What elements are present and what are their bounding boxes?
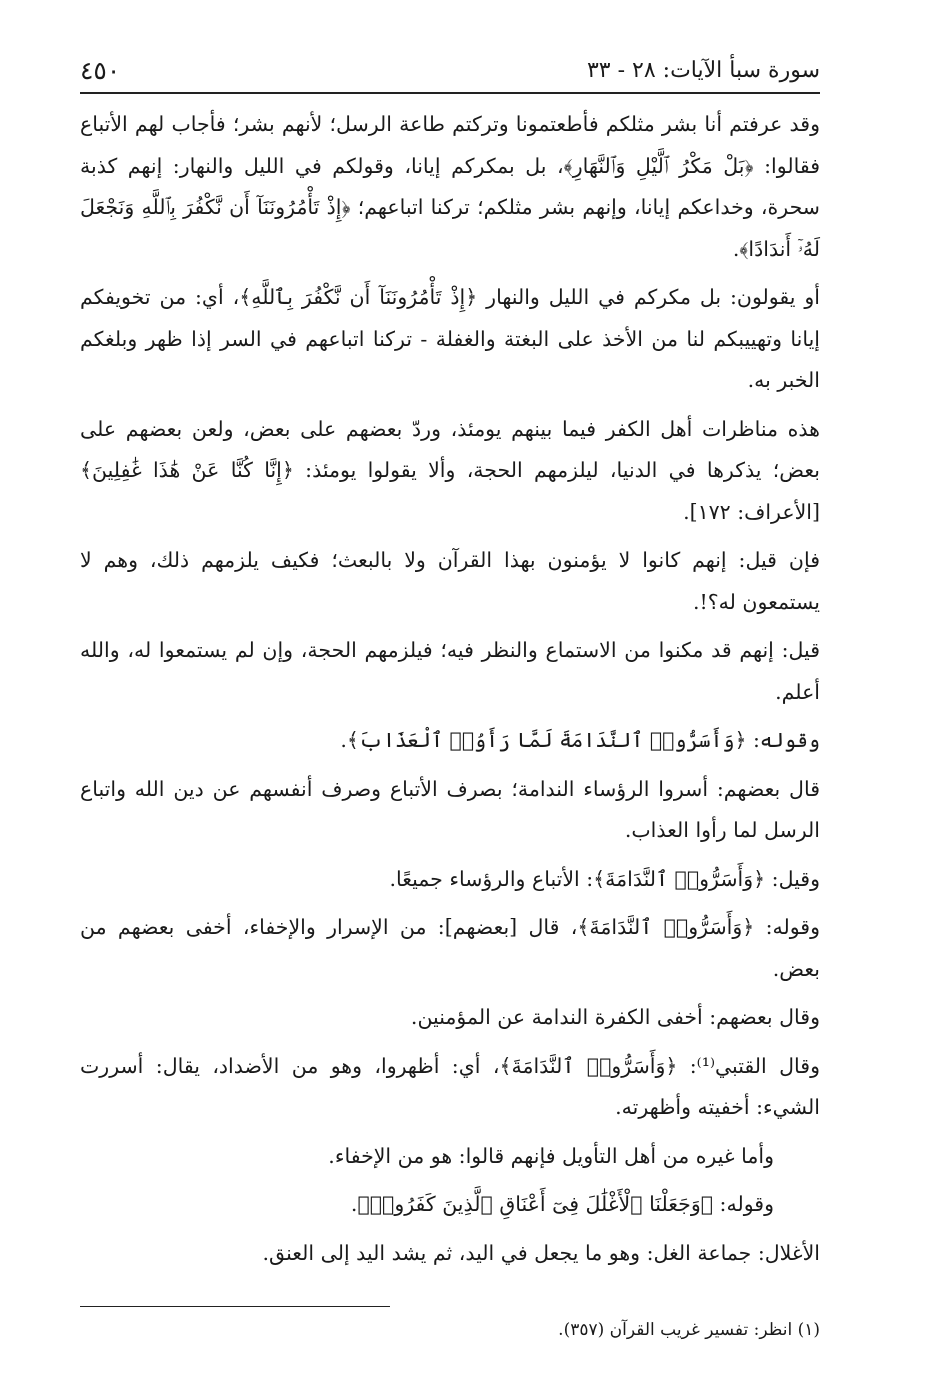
- paragraph: قال بعضهم: أسروا الرؤساء الندامة؛ بصرف الأتباع وصرف أنفسهم عن دين الله واتباع الرسل لما رأوا العذاب.: [80, 776, 820, 842]
- paragraph: فإن قيل: إنهم كانوا لا يؤمنون بهذا القرآن ولا بالبعث؛ فكيف يلزمهم ذلك، وهم لا يستمعون له؟!.: [80, 548, 820, 614]
- paragraph: هذه مناظرات أهل الكفر فيما بينهم يومئذ، وردّ بعضهم على بعض، ولعن بعضهم على بعض؛ يذكرها في الدنيا، ليلزمهم الحجة، وألا يقولوا يومئذ: ﴿إِنَّا كُنَّا عَنْ هَٰذَا غَٰفِلِينَ﴾ [الأعراف: ١٧٢].: [80, 416, 820, 524]
- paragraph: وقد عرفتم أنا بشر مثلكم فأطعتمونا وتركتم طاعة الرسل؛ لأنهم بشر؛ فأجاب لهم الأتباع فقالوا: ﴿بَلْ مَكْرُ ٱلَّيْلِ وَٱلنَّهَارِ﴾، بل بمكركم إيانا، وقولكم في الليل والنهار: إنهم كذبة سحرة، وخداعكم إيانا، وإنهم بشر مثلكم؛ تركنا اتباعهم؛ ﴿إِذْ تَأْمُرُونَنَآ أَن نَّكْفُرَ بِٱللَّهِ وَنَجْعَلَ لَهُۥٓ أَندَادًا﴾.: [80, 112, 820, 261]
- page-header: [80, 52, 820, 94]
- book-page: [80, 52, 820, 1352]
- page-number: ٤٥٠: [80, 56, 121, 85]
- paragraph: وقيل: ﴿وَأَسَرُّوا۟ ٱلنَّدَامَةَ﴾: الأتباع والرؤساء جميعًا.: [389, 866, 820, 891]
- paragraph: وقوله: ﴿وَأَسَرُّوا۟ ٱلنَّدَامَةَ﴾، قال [بعضهم]: من الإسرار والإخفاء، أخفى بعضهم من بعض.: [80, 915, 820, 981]
- paragraph: أو يقولون: بل مكركم في الليل والنهار ﴿إِذْ تَأْمُرُونَنَآ أَن نَّكْفُرَ بِٱللَّهِ﴾، أي: من تخويفكم إيانا وتهييبكم لنا من الأخذ على البغتة والغفلة - تركنا اتباعهم في السر إذا ظهر وبلغكم الخبر به.: [80, 285, 820, 392]
- paragraph: وأما غيره من أهل التأويل فإنهم قالوا: هو من الإخفاء.: [328, 1143, 774, 1168]
- main-text: [80, 104, 820, 1274]
- paragraph: وقوله: ﴿وَجَعَلْنَا ٱلْأَغْلَٰلَ فِىٓ أَعْنَاقِ ٱلَّذِينَ كَفَرُوا۟﴾.: [350, 1192, 774, 1216]
- paragraph: وقال القتبي⁽¹⁾: ﴿وَأَسَرُّوا۟ ٱلنَّدَامَةَ﴾، أي: أظهروا، وهو من الأضداد، يقال: أسررت الشيء: أخفيته وأظهرته.: [80, 1053, 820, 1119]
- footnote-separator: [80, 1306, 390, 1307]
- paragraph: قيل: إنهم قد مكنوا من الاستماع والنظر فيه؛ فيلزمهم الحجة، وإن لم يستمعوا له، والله أعلم.: [80, 638, 820, 704]
- paragraph: الأغلال: جماعة الغل: وهو ما يجعل في اليد، ثم يشد اليد إلى العنق.: [262, 1240, 820, 1265]
- paragraph: وقوله: ﴿وَأَسَرُّوا۟ ٱلنَّدَامَةَ لَمَّا رَأَوُا۟ ٱلْعَذَابَ﴾.: [340, 728, 820, 752]
- footnote: (١) انظر: تفسير غريب القرآن (٣٥٧).: [558, 1320, 820, 1340]
- paragraph: وقال بعضهم: أخفى الكفرة الندامة عن المؤمنين.: [410, 1005, 820, 1029]
- running-title: سورة سبأ الآيات: ٢٨ - ٣٣: [586, 58, 820, 83]
